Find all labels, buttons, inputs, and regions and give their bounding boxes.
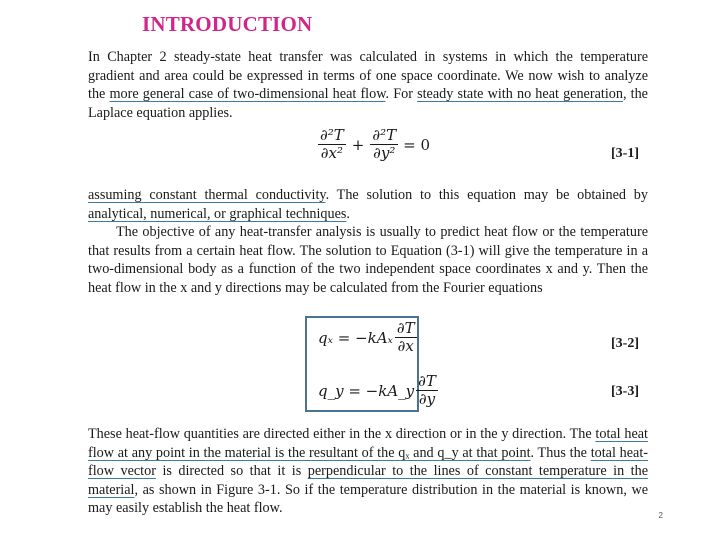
fraction-1-denominator: ∂x² bbox=[320, 144, 343, 162]
fraction-2-numerator: ∂²T bbox=[372, 126, 397, 144]
para2-highlight-1: assuming constant thermal conductivity bbox=[88, 187, 326, 203]
para1-text-3: , the Laplace equation applies. bbox=[88, 86, 648, 121]
fraction-1 bbox=[318, 127, 346, 162]
fraction-2-denominator: ∂y² bbox=[373, 144, 396, 162]
intro-paragraph bbox=[88, 48, 648, 122]
plus-sign: + bbox=[351, 135, 365, 154]
para1-text-1: In Chapter 2 steady-state heat transfer was calculated in systems in which the temperature gradient and area could be expressed in terms of one space coordinate. We now wish to analyze the bbox=[88, 49, 648, 103]
equation-rhs: = 0 bbox=[403, 135, 431, 154]
para4-text-2: . Thus the bbox=[530, 444, 591, 461]
fraction-2 bbox=[370, 127, 398, 162]
fourier-equation-x bbox=[318, 320, 419, 355]
eq3-fraction bbox=[416, 373, 438, 408]
fourier-equation-y bbox=[318, 373, 440, 408]
para4-text-3: is directed so that it is bbox=[155, 463, 308, 480]
para1-text-2: . For bbox=[385, 86, 418, 103]
para2-highlight-2: analytical, numerical, or graphical techniques bbox=[88, 205, 347, 222]
para4-highlight-2: total heat-flow vector bbox=[88, 444, 648, 480]
equation-number-3-1: [3-1] bbox=[611, 146, 639, 161]
equation-number-3-3: [3-3] bbox=[611, 384, 639, 399]
eq2-numerator: ∂T bbox=[396, 319, 415, 337]
objective-paragraph: The objective of any heat-transfer analysis is usually to predict heat flow or the temperature that results from a certain heat flow. The solution to Equation (3-1) will give the temperature in a two-dimensional body as a function of the two independent space coordinates x and y. Then the heat flow in the x and y directions may be calculated from the Fourier equations bbox=[88, 224, 648, 296]
eq3-numerator: ∂T bbox=[418, 372, 436, 390]
para4-text-4: , as shown in Figure 3-1. So if the temperature distribution in the material is known, we may easily establish the heat flow. bbox=[88, 481, 648, 517]
eq3-lhs: q_y = −kA_y bbox=[318, 381, 415, 400]
para4-highlight-1: total heat flow at any point in the material is the resultant of the qₓ and q_y at that point bbox=[88, 426, 648, 461]
eq2-fraction bbox=[395, 320, 417, 355]
para4-text-1: These heat-flow quantities are directed either in the x direction or in the y direction. The bbox=[88, 426, 596, 442]
heat-flow-paragraph bbox=[88, 425, 648, 518]
eq3-denominator: ∂y bbox=[418, 390, 436, 408]
para4-highlight-3: perpendicular to the lines of constant temperature in the material bbox=[88, 463, 648, 498]
para1-highlight-2: steady state with no heat generation bbox=[417, 86, 623, 103]
page-title: INTRODUCTION bbox=[142, 12, 313, 36]
fraction-1-numerator: ∂²T bbox=[320, 126, 344, 144]
page-number: 2 bbox=[658, 511, 663, 520]
equation-number-3-2: [3-2] bbox=[611, 336, 639, 351]
eq2-denominator: ∂x bbox=[397, 337, 414, 355]
assumption-paragraph bbox=[88, 186, 648, 223]
laplace-equation bbox=[316, 127, 430, 162]
para1-highlight-1: more general case of two-dimensional heat flow bbox=[109, 86, 386, 103]
eq2-lhs: qₓ = −kAₓ bbox=[318, 328, 393, 347]
para2-text-1: . The solution to this equation may be obtained by bbox=[325, 187, 648, 203]
para2-text-2: . bbox=[346, 205, 350, 222]
